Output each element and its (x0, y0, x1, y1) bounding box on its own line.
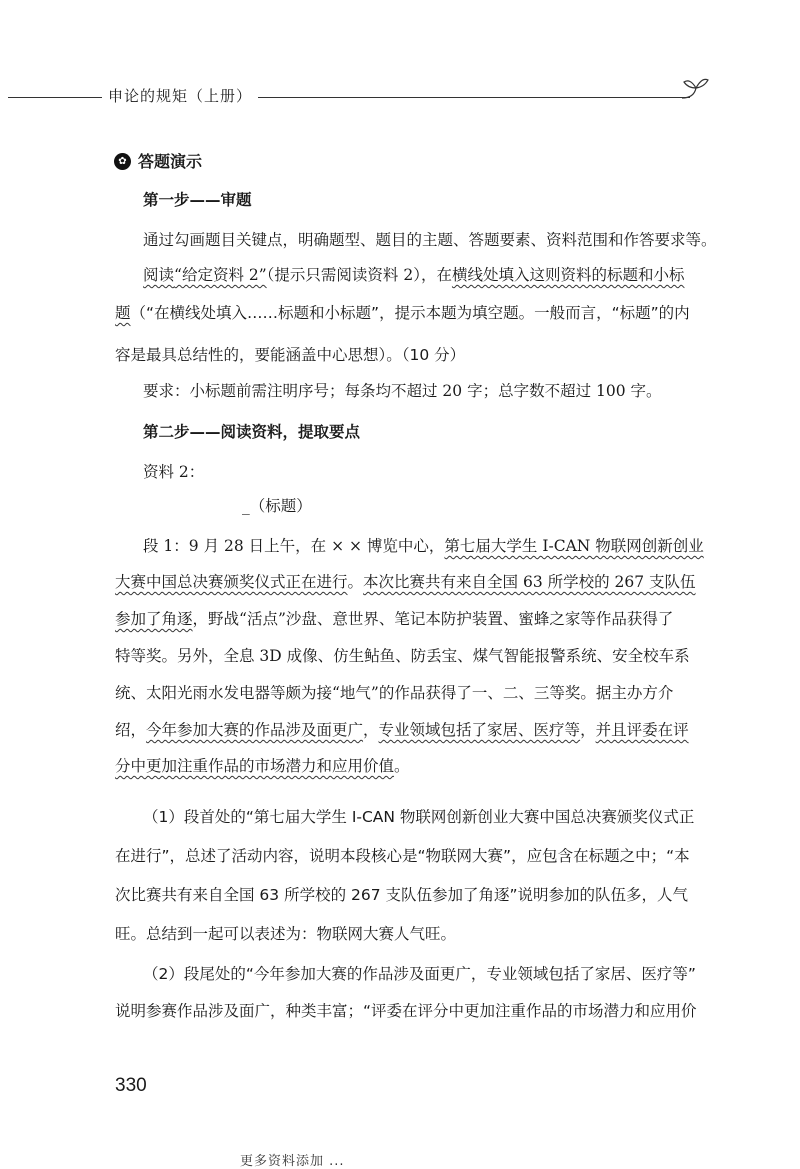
footer-stamp: 更多资料添加 ... (240, 1154, 345, 1169)
m-part: 今年参加大赛的作品涉及面更广 (146, 721, 364, 739)
requirement-line: 要求：小标题前需注明序号；每条均不超过 20 字；总字数不超过 100 字。 (143, 382, 662, 400)
step2-title: 第二步——阅读资料，提取要点 (143, 423, 361, 441)
m-part: 参加了角逐 (115, 610, 193, 628)
analysis-2-line-1: （2）段尾处的“今年参加大赛的作品涉及面更广，专业领域包括了家居、医疗等” (143, 965, 696, 983)
m-part: 绍， (115, 721, 147, 739)
q-part: “给定资料 2” (174, 266, 267, 284)
page-number: 330 (115, 1075, 147, 1096)
material-line-4: 特等奖。另外，全息 3D 成像、仿生鲇鱼、防丢宝、煤气智能报警系统、安全校车系 (115, 647, 690, 665)
step1-intro: 通过勾画题目关键点，明确题型、题目的主题、答题要素、资料范围和作答要求等。 (143, 231, 717, 249)
material-label: 资料 2： (143, 463, 205, 481)
material-line-6 (115, 720, 689, 740)
section-title: 答题演示 (138, 152, 203, 171)
q-part: （提示只需阅读资料 2），在 (266, 266, 452, 284)
analysis-1-line-1: （1）段首处的“第七届大学生 I-CAN 物联网创新创业大赛中国总决赛颁奖仪式正 (143, 808, 695, 826)
section-bullet-icon: ✿ (114, 153, 131, 170)
analysis-1-line-4: 旺。总结到一起可以表述为：物联网大赛人气旺。 (115, 925, 457, 943)
m-part: ， (363, 721, 379, 739)
header-rule-left (8, 97, 102, 98)
q-part: 题 (115, 304, 131, 322)
m-part: 第七届大学生 I-CAN 物联网创新创业 (444, 537, 704, 555)
q-part: 横线处填入这则资料的标题和小标 (451, 266, 685, 284)
m-part: 分中更加注重作品的市场潜力和应用价值 (115, 757, 395, 775)
material-line-1 (143, 536, 704, 556)
material-line-7 (115, 756, 410, 776)
m-part: 并且评委在评 (595, 721, 689, 739)
m-part: ，野战“活点”沙盘、意世界、笔记本防护装置、蜜蜂之家等作品获得了 (192, 610, 674, 628)
running-header (0, 70, 800, 110)
m-part: ， (580, 721, 596, 739)
header-rule-right (258, 97, 690, 98)
q-part: （“在横线处填入……标题和小标题”，提示本题为填空题。一般而言，“标题”的内 (130, 304, 690, 322)
step1-title: 第一步——审题 (143, 191, 252, 209)
m-part: 专业领域包括了家居、医疗等 (378, 721, 581, 739)
question-line-3: 容是最具总结性的，要能涵盖中心思想）。（10 分） (115, 346, 466, 364)
m-part: 。 (394, 757, 410, 775)
sprout-icon (680, 74, 710, 100)
analysis-1-line-2: 在进行”，总述了活动内容，说明本段核心是“物联网大赛”，应包含在标题之中；“本 (115, 847, 690, 865)
analysis-1-line-3: 次比赛共有来自全国 63 所学校的 267 支队伍参加了角逐”说明参加的队伍多，人气 (115, 886, 689, 904)
title-blank: _（标题） (242, 497, 312, 515)
q-part: 阅读 (143, 266, 175, 284)
material-line-2 (115, 572, 696, 592)
material-line-3 (115, 609, 673, 629)
m-part: 段 1：9 月 28 日上午，在 × × 博览中心， (143, 537, 445, 555)
header-title: 申论的规矩（上册） (108, 87, 253, 105)
question-line-2 (115, 303, 690, 323)
material-line-5: 统、太阳光雨水发电器等颇为接“地气”的作品获得了一、二、三等奖。据主办方介 (115, 684, 674, 702)
m-part: 本次比赛共有来自全国 63 所学校的 267 支队伍 (363, 573, 696, 591)
question-line-1 (143, 265, 684, 285)
m-part: 。 (347, 573, 364, 591)
m-part: 大赛中国总决赛颁奖仪式正在进行 (115, 573, 348, 591)
analysis-2-line-2: 说明参赛作品涉及面广，种类丰富；“评委在评分中更加注重作品的市场潜力和应用价 (115, 1002, 697, 1020)
